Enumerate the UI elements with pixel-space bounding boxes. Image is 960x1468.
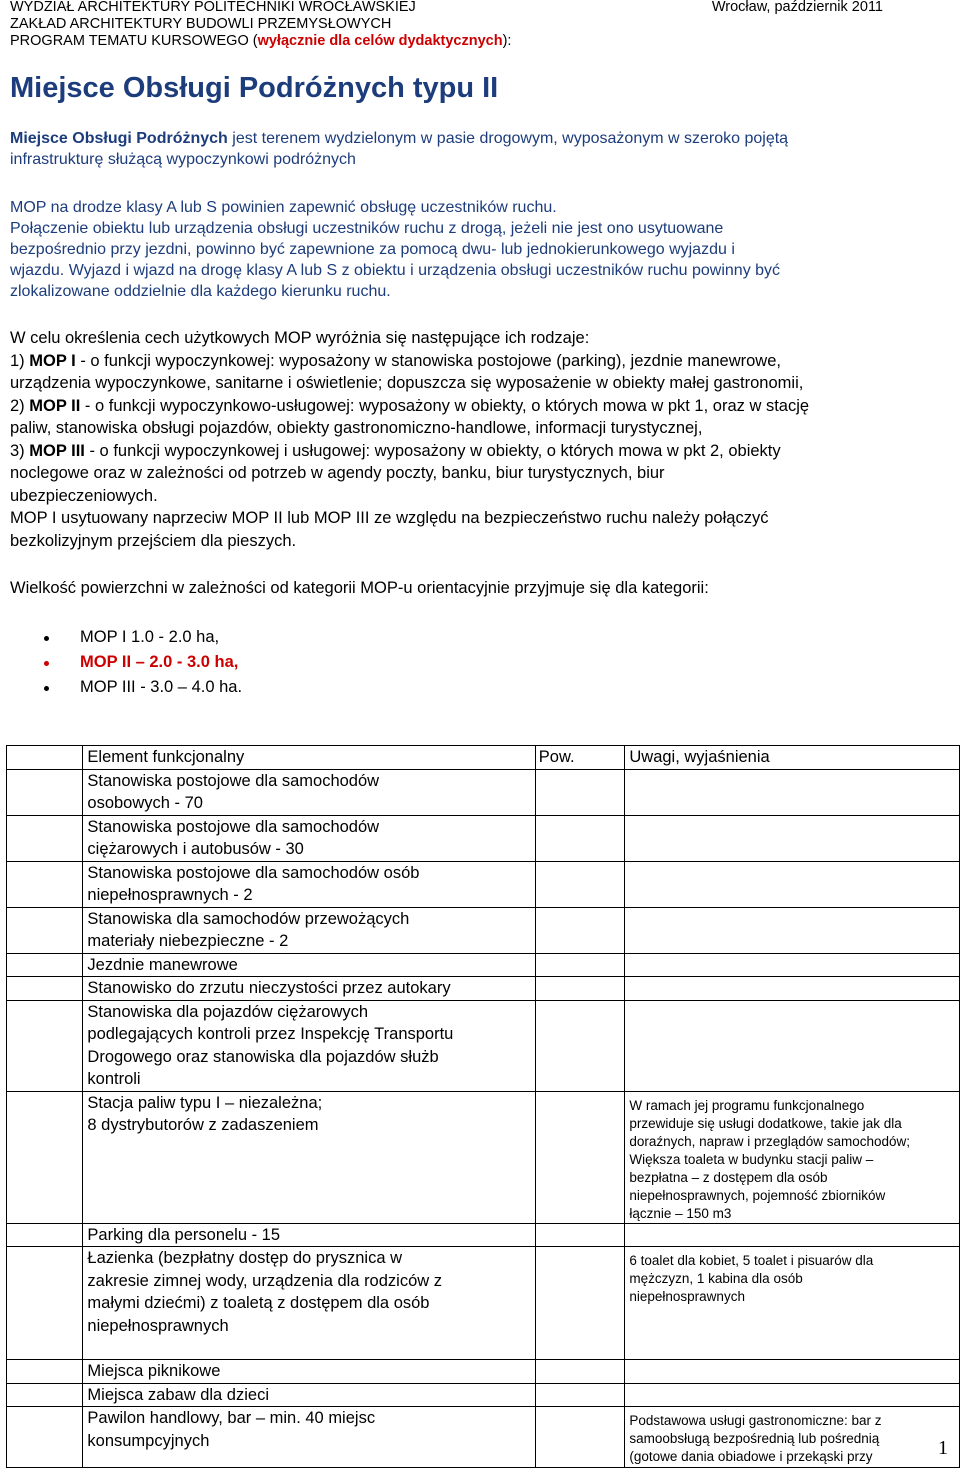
notes-cell [625,907,960,953]
type-3-line-1 [10,440,955,463]
element-cell [83,907,535,953]
area-cell [535,1247,625,1360]
note-line: mężczyzn, 1 kabina dla osób [629,1271,803,1286]
type-1-name: MOP I [29,351,76,370]
note-line: 6 toalet dla kobiet, 5 toalet i pisuarów dla [629,1253,874,1268]
program-prefix: PROGRAM TEMATU KURSOWEGO ( [10,33,258,49]
element-line: ciężarowych i autobusów - 30 [87,840,304,858]
element-line: Pawilon handlowy, bar – min. 40 miejsc [87,1409,376,1427]
table-row [7,1247,960,1360]
notes-cell [625,1383,960,1407]
table-row [7,1383,960,1407]
element-line: 8 dystrybutorów z zadaszeniem [87,1116,319,1134]
element-cell [83,861,535,907]
table-row [7,907,960,953]
note-line: Podstawowa usługi gastronomiczne: bar z [629,1413,882,1428]
element-cell [83,1247,535,1360]
header-area: Pow. [535,746,625,770]
note-line: doraźnych, napraw i przeglądów samochodów; [629,1133,911,1149]
note-line: samoobsługą bezpośrednią lub pośrednią [629,1431,880,1446]
table-cell-blank [7,746,83,770]
type-1-number: 1) [10,351,30,370]
table-body [7,746,960,1468]
element-line: osobowych - 70 [87,794,203,812]
category-label: MOP II – 2.0 - 3.0 ha, [80,653,239,671]
type-1-line-1 [10,350,955,373]
element-line: Stanowiska postojowe dla samochodów [87,771,380,790]
element-line: Stanowisko do zrzutu nieczystości przez autokary [87,979,451,997]
note-line: przewiduje się usługi dodatkowe, takie jak dla [629,1115,902,1131]
area-cell [535,953,625,977]
types-section [10,327,955,552]
element-cell [83,1360,535,1384]
type-3-line-2: noclegowe oraz w zależności od potrzeb w agendy poczty, banku, biur turystycznych, biur [10,464,665,482]
type-2-description: - o funkcji wypoczynkowo-usługowej: wyposażony w obiekty, o których mowa w pkt 1, oraz w stację [80,396,810,415]
element-line: Jezdnie manewrowe [87,955,238,974]
element-line: Łazienka (bezpłatny dostęp do prysznica w [87,1249,403,1267]
page-title: Miejsce Obsługi Podróżnych typu II [10,72,499,104]
element-line: małymi dziećmi) z toaletą z dostępem dla osób [87,1294,430,1312]
area-cell [535,861,625,907]
program-note: wyłącznie dla celów dydaktycznych [257,33,503,49]
definition-term: Miejsce Obsługi Podróżnych [10,130,228,147]
note-line: niepełnosprawnych, pojemność zbiorników [629,1187,886,1203]
area-cell [535,815,625,861]
table-row [7,1407,960,1468]
notes-cell [625,769,960,815]
crossing-note-line-2: bezkolizyjnym przejściem dla pieszych. [10,531,297,550]
element-cell [83,1407,535,1468]
category-item [0,675,242,700]
table-row [7,977,960,1001]
type-3-number: 3) [10,441,30,460]
element-cell [83,1000,535,1091]
requirements-line-1: MOP na drodze klasy A lub S powinien zapewnić obsługę uczestników ruchu. [10,199,557,216]
element-cell [83,1091,535,1223]
element-cell [83,1223,535,1247]
table-cell-blank [7,977,83,1001]
note-line: (gotowe dania obiadowe i przekąski przy [629,1449,873,1464]
table-cell-blank [7,1247,83,1360]
definition-line-1-rest: jest terenem wydzielonym w pasie drogowym, wyposażonym w szeroko pojętą [227,130,789,147]
size-intro: Wielkość powierzchni w zależności od kategorii MOP-u orientacyjnie przyjmuje się dla kategorii: [10,579,709,597]
document-date: Wrocław, październik 2011 [711,0,883,15]
notes-cell [625,953,960,977]
area-cell [535,1091,625,1223]
requirements-line-2: Połączenie obiektu lub urządzenia obsługi uczestników ruchu z drogą, jeżeli nie jest ono usytuowane [10,220,724,237]
department-line: ZAKŁAD ARCHITEKTURY BUDOWLI PRZEMYSŁOWYCH [10,16,392,32]
category-label: MOP I 1.0 - 2.0 ha, [80,628,220,646]
table-row [7,1000,960,1091]
notes-cell [625,1247,960,1360]
table-cell-blank [7,1407,83,1468]
area-cell [535,907,625,953]
element-cell [83,977,535,1001]
element-line: Miejsca piknikowe [87,1362,221,1380]
note-line: W ramach jej programu funkcjonalnego [629,1097,865,1113]
type-3-line-3: ubezpieczeniowych. [10,486,158,505]
table-cell-blank [7,861,83,907]
area-cell [535,1000,625,1091]
element-line: kontroli [87,1070,141,1088]
table-cell-blank [7,1223,83,1247]
type-2-name: MOP II [29,396,81,415]
area-cell [535,1223,625,1247]
element-line: Stanowiska postojowe dla samochodów [87,817,380,836]
note-line: niepełnosprawnych [629,1289,745,1304]
table-cell-blank [7,953,83,977]
table-row [7,815,960,861]
requirements-line-3: bezpośrednio przy jezdni, powinno być zapewnione za pomocą dwu- lub jednokierunkowego wyjazdu i [10,241,735,258]
element-line: Stacja paliw typu I – niezależna; [87,1093,323,1112]
element-line: Stanowiska dla pojazdów ciężarowych [87,1002,369,1021]
area-cell [535,1383,625,1407]
note-line: Większa toaleta w budynku stacji paliw – [629,1151,874,1167]
element-cell [83,953,535,977]
bullet-icon [44,661,49,666]
functional-elements-table [6,745,960,1468]
notes-cell [625,815,960,861]
element-cell [83,1383,535,1407]
element-line: zakresie zimnej wody, urządzenia dla rodziców z [87,1271,443,1290]
type-3-description: - o funkcji wypoczynkowej i usługowej: wyposażony w obiekty, o których mowa w pkt 2, obiekty [84,441,781,460]
notes-cell [625,977,960,1001]
table-cell-blank [7,1383,83,1407]
category-label: MOP III - 3.0 – 4.0 ha. [80,678,243,696]
notes-cell [625,861,960,907]
program-line [10,33,511,50]
definition-line-2: infrastrukturę służącą wypoczynkowi podróżnych [10,151,356,168]
type-3-name: MOP III [29,441,85,460]
type-2-line-2: paliw, stanowiska obsługi pojazdów, obiekty gastronomiczno-handlowe, informacji turystycznej, [10,419,703,437]
table-row [7,769,960,815]
requirements-paragraph [10,197,955,302]
notes-cell [625,1091,960,1223]
element-line: konsumpcyjnych [87,1431,210,1450]
definition-paragraph [10,128,955,170]
element-line: niepełnosprawnych - 2 [87,886,253,904]
type-2-number: 2) [10,396,30,415]
area-cell [535,1360,625,1384]
bullet-icon [44,686,49,691]
type-1-line-2: urządzenia wypoczynkowe, sanitarne i oświetlenie; dopuszcza się wyposażenie w obiekty małej gastronomii, [10,374,804,392]
note-line: bezpłatna – z dostępem dla osób [629,1169,828,1185]
types-intro: W celu określenia cech użytkowych MOP wyróżnia się następujące ich rodzaje: [10,329,590,347]
bullet-icon [44,636,49,641]
header-notes: Uwagi, wyjaśnienia [625,746,960,770]
table-row [7,1360,960,1384]
category-item [0,625,242,650]
table-cell-blank [7,1091,83,1223]
requirements-line-4: wjazdu. Wyjazd i wjazd na drogę klasy A lub S z obiektu i urządzenia obsługi uczestników ruchu powinny być [10,262,781,279]
notes-cell [625,1360,960,1384]
element-line: niepełnosprawnych [87,1316,229,1335]
element-line: podlegających kontroli przez Inspekcję Transportu [87,1025,454,1043]
element-cell [83,769,535,815]
program-suffix: ): [502,33,512,49]
table-row [7,953,960,977]
table-cell-blank [7,815,83,861]
area-cell [535,769,625,815]
element-cell [83,815,535,861]
table-header-row [7,746,960,770]
crossing-note-line-1: MOP I usytuowany naprzeciw MOP II lub MOP III ze względu na bezpieczeństwo ruchu należy połączyć [10,509,769,527]
page-number: 1 [938,1437,948,1459]
element-line: Parking dla personelu - 15 [87,1225,281,1244]
type-1-description: - o funkcji wypoczynkowej: wyposażony w stanowiska postojowe (parking), jezdnie manewrowe, [75,351,781,370]
element-line: Miejsca zabaw dla dzieci [87,1385,269,1404]
faculty-line: WYDZIAŁ ARCHITEKTURY POLITECHNIKI WROCŁAWSKIEJ [10,0,416,15]
area-cell [535,977,625,1001]
element-line: Drogowego oraz stanowiska dla pojazdów służb [87,1047,439,1066]
category-list [0,625,242,700]
requirements-line-5: zlokalizowane oddzielnie dla każdego kierunku ruchu. [10,283,391,300]
area-cell [535,1407,625,1468]
note-line: łącznie – 150 m3 [629,1205,732,1221]
element-line: Stanowiska dla samochodów przewożących [87,909,410,928]
header-element: Element funkcjonalny [83,746,535,770]
definition-line-1 [10,128,955,149]
element-line: Stanowiska postojowe dla samochodów osób [87,863,420,882]
table-cell-blank [7,1000,83,1091]
notes-cell [625,1000,960,1091]
table-cell-blank [7,907,83,953]
table-row [7,1223,960,1247]
table-cell-blank [7,769,83,815]
table-row [7,1091,960,1223]
element-line: materiały niebezpieczne - 2 [87,932,289,950]
table-row [7,861,960,907]
type-2-line-1 [10,395,955,418]
table-cell-blank [7,1360,83,1384]
notes-cell [625,1223,960,1247]
category-item [0,650,242,675]
notes-cell [625,1407,960,1468]
